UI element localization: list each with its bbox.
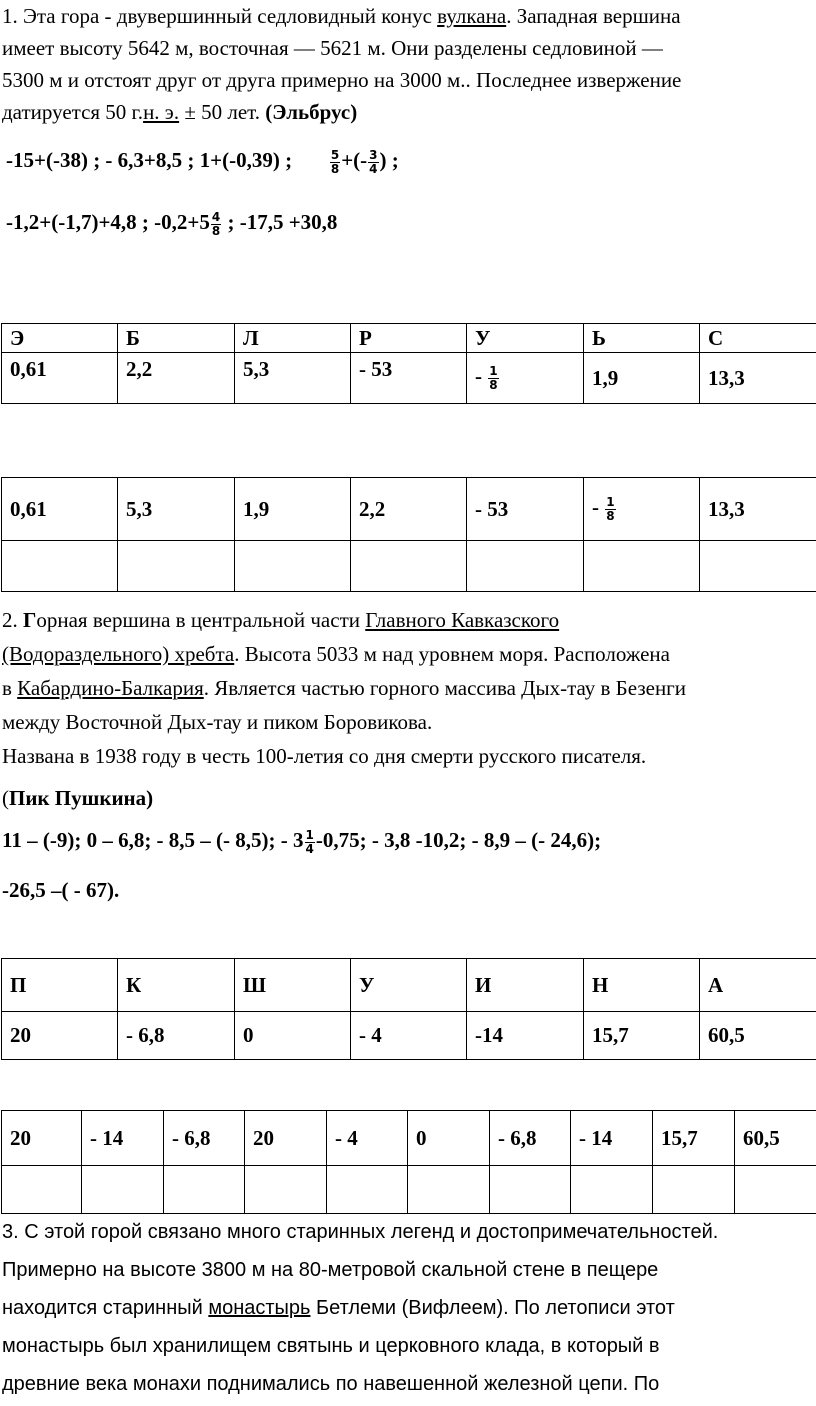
task1-text	[2, 0, 814, 128]
task1-key-table	[1, 323, 816, 404]
task2-key-table	[1, 958, 816, 1060]
volcano-link[interactable]: вулкана	[437, 4, 507, 28]
fraction-1-8: $\frac{1}{8}$	[489, 363, 498, 392]
table-row	[2, 541, 816, 592]
task3-line1: 3. С этой горой связано много старинных легенд и достопримечательностей.	[2, 1221, 719, 1243]
key-letter-cell: Р	[351, 324, 467, 353]
answer-value-cell: 13,3	[700, 478, 816, 541]
answer-value-cell: - 14	[571, 1111, 653, 1166]
table-row	[2, 353, 816, 404]
task1-expressions-row2: -1,2+(-1,7)+4,8 ; -0,2+5 $\frac{4}{8}$ ; -17,5 +30,8	[6, 209, 338, 238]
fraction-3-4: $\frac{3}{4}$	[369, 147, 378, 176]
table-row	[2, 1166, 816, 1214]
task2-line3: в Кабардино-Балкария. Является частью горного массива Дых-тау в Безенги	[2, 676, 687, 700]
empty-answer-cell[interactable]	[700, 541, 816, 592]
task3-line2: Примерно на высоте 3800 м на 80-метровой скальной стене в пещере	[2, 1259, 659, 1281]
monastery-link[interactable]: монастырь	[208, 1297, 311, 1319]
key-letter-cell: Н	[584, 959, 700, 1012]
key-value-cell: 2,2	[118, 353, 235, 404]
task2-naming-text: Названа в 1938 году в честь 100-летия со дня смерти русского писателя.	[2, 744, 647, 768]
empty-answer-cell[interactable]	[584, 541, 700, 592]
key-value-cell: 20	[2, 1012, 118, 1060]
task2-line2: (Водораздельного) хребта. Высота 5033 м над уровнем моря. Расположена	[2, 642, 670, 666]
key-letter-cell: Ь	[584, 324, 700, 353]
key-value-cell: - 4	[351, 1012, 467, 1060]
answer-value-cell: 20	[2, 1111, 82, 1166]
empty-answer-cell[interactable]	[653, 1166, 735, 1214]
empty-answer-cell[interactable]	[327, 1166, 408, 1214]
task2-line4: между Восточной Дых-тау и пиком Боровикова.	[2, 710, 433, 734]
task2-answer-table	[1, 1110, 816, 1214]
task1-answer: (Эльбрус)	[265, 100, 358, 124]
task2-expressions-row1: 11 – (-9); 0 – 6,8; - 8,5 – (- 8,5); - 3 $\frac{1}{4}$ -0,75; - 3,8 -10,2; - 8,9 – (- 24,6);	[2, 827, 602, 856]
key-value-cell: - 53	[351, 353, 467, 404]
key-value-cell: - $\frac{1}{8}$	[467, 353, 584, 404]
key-letter-cell: Э	[2, 324, 118, 353]
answer-value-cell: - 53	[467, 478, 584, 541]
table-row	[2, 959, 816, 1012]
empty-answer-cell[interactable]	[571, 1166, 653, 1214]
empty-answer-cell[interactable]	[735, 1166, 816, 1214]
task1-line1: 1. Эта гора - двувершинный седловидный конус вулкана. Западная вершина	[2, 4, 681, 28]
answer-value-cell: - 14	[82, 1111, 164, 1166]
answer-value-cell: - $\frac{1}{8}$	[584, 478, 700, 541]
empty-answer-cell[interactable]	[118, 541, 235, 592]
fraction-5-8: $\frac{5}{8}$	[330, 147, 340, 176]
main-caucasus-ridge-link[interactable]: Главного Кавказского	[365, 608, 560, 632]
answer-value-cell: 60,5	[735, 1111, 816, 1166]
task3-text	[2, 1213, 814, 1403]
task1-answer-table	[1, 477, 816, 592]
key-letter-cell: А	[700, 959, 816, 1012]
empty-answer-cell[interactable]	[467, 541, 584, 592]
key-letter-cell: С	[700, 324, 816, 353]
key-value-cell: 60,5	[700, 1012, 816, 1060]
key-value-cell: 13,3	[700, 353, 816, 404]
key-value-cell: 15,7	[584, 1012, 700, 1060]
empty-answer-cell[interactable]	[490, 1166, 571, 1214]
empty-answer-cell[interactable]	[351, 541, 467, 592]
task3-line3: находится старинный монастырь Бетлеми (Вифлеем). По летописи этот	[2, 1297, 675, 1319]
era-link[interactable]: н. э.	[143, 100, 180, 124]
answer-value-cell: 15,7	[653, 1111, 735, 1166]
key-letter-cell: И	[467, 959, 584, 1012]
key-value-cell: 1,9	[584, 353, 700, 404]
answer-value-cell: - 4	[327, 1111, 408, 1166]
kabardino-balkaria-link[interactable]: Кабардино-Балкария	[17, 676, 204, 700]
answer-value-cell: 5,3	[118, 478, 235, 541]
task3-line5: древние века монахи поднимались по навешенной железной цепи. По	[2, 1373, 660, 1395]
key-letter-cell: П	[2, 959, 118, 1012]
answer-value-cell: - 6,8	[164, 1111, 245, 1166]
key-letter-cell: Л	[235, 324, 351, 353]
empty-answer-cell[interactable]	[2, 541, 118, 592]
task1-line4: датируется 50 г.н. э. ± 50 лет. (Эльбрус)	[2, 100, 358, 124]
key-value-cell: - 6,8	[118, 1012, 235, 1060]
task1-expressions-row1: -15+(-38) ; - 6,3+8,5 ; 1+(-0,39) ; $\frac{5}{8}$ +(- $\frac{3}{4}$ ) ;	[6, 147, 399, 176]
table-row	[2, 1012, 816, 1060]
task1-line3: 5300 м и отстоят друг от друга примерно на 3000 м.. Последнее извержение	[2, 68, 682, 92]
key-letter-cell: Б	[118, 324, 235, 353]
table-row	[2, 324, 816, 353]
key-letter-cell: Ш	[235, 959, 351, 1012]
answer-value-cell: - 6,8	[490, 1111, 571, 1166]
empty-answer-cell[interactable]	[235, 541, 351, 592]
empty-answer-cell[interactable]	[245, 1166, 327, 1214]
key-letter-cell: У	[351, 959, 467, 1012]
empty-answer-cell[interactable]	[408, 1166, 490, 1214]
answer-value-cell: 1,9	[235, 478, 351, 541]
key-value-cell: 0,61	[2, 353, 118, 404]
table-row	[2, 478, 816, 541]
key-letter-cell: У	[467, 324, 584, 353]
key-value-cell: -14	[467, 1012, 584, 1060]
task3-line4: монастырь был хранилищем святынь и церковного клада, в который в	[2, 1335, 660, 1357]
fraction-1-4: $\frac{1}{4}$	[305, 827, 314, 856]
empty-answer-cell[interactable]	[82, 1166, 164, 1214]
task2-text	[2, 603, 814, 739]
answer-value-cell: 0,61	[2, 478, 118, 541]
key-value-cell: 5,3	[235, 353, 351, 404]
fraction-4-8: $\frac{4}{8}$	[211, 209, 221, 238]
table-row	[2, 1111, 816, 1166]
empty-answer-cell[interactable]	[2, 1166, 82, 1214]
answer-value-cell: 20	[245, 1111, 327, 1166]
answer-value-cell: 0	[408, 1111, 490, 1166]
empty-answer-cell[interactable]	[164, 1166, 245, 1214]
task2-expressions-row2: -26,5 –( - 67).	[2, 878, 120, 902]
task2-answer: (Пик Пушкина)	[2, 786, 154, 810]
answer-value-cell: 2,2	[351, 478, 467, 541]
key-value-cell: 0	[235, 1012, 351, 1060]
watershed-ridge-link[interactable]: (Водораздельного) хребта	[2, 642, 235, 666]
key-letter-cell: К	[118, 959, 235, 1012]
task2-line1: 2. Горная вершина в центральной части Главного Кавказского	[2, 608, 560, 632]
task1-line2: имеет высоту 5642 м, восточная — 5621 м. Они разделены седловиной —	[2, 36, 663, 60]
fraction-1-8: $\frac{1}{8}$	[606, 494, 615, 523]
